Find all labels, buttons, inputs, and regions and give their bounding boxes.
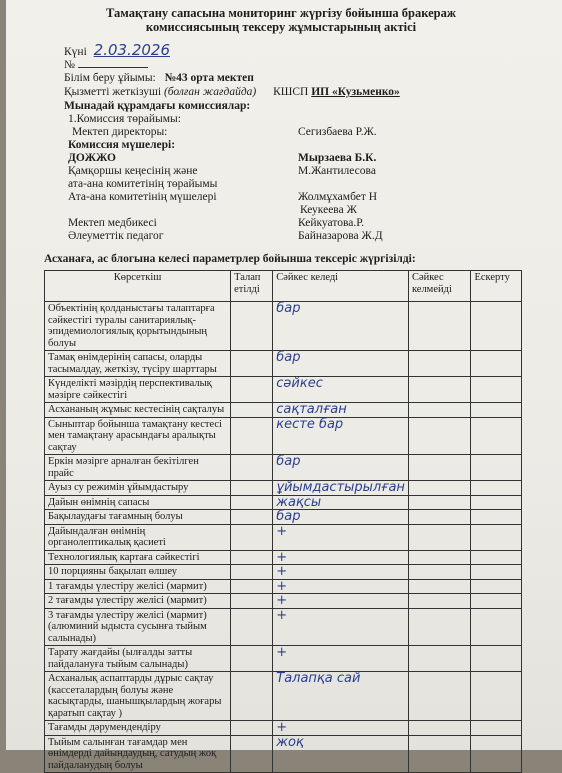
org-row <box>64 72 254 85</box>
date-value: 2.03.2026 <box>93 41 170 59</box>
row-mark: жақсы <box>273 495 409 510</box>
provider-value: ИП «Кузьменко» <box>311 86 400 98</box>
table-row <box>45 455 522 481</box>
table-row <box>45 351 522 377</box>
member-role: ата-ана комитетінің төрайымы <box>68 178 218 190</box>
table-row <box>45 403 522 418</box>
row-mark: + <box>273 608 409 646</box>
header-indicator: Көрсеткіш <box>45 271 231 302</box>
row-label: Объектінің қолданыстағы талаптарға сәйкестігі туралы санитариялық-эпидемиологиялық қорытындының болуы <box>45 302 231 351</box>
table-row <box>45 510 522 525</box>
doc-title-line1: Тамақтану сапасына мониторинг жүргізу бойынша бракераж <box>106 6 456 20</box>
row-label: Бақылаудағы тағамның болуы <box>45 510 231 525</box>
table-row <box>45 594 522 609</box>
table-header-row <box>45 271 522 302</box>
row-label: 1 тағамды үлестіру желісі (мармит) <box>45 579 231 594</box>
members-heading: Комиссия мүшелері: <box>68 139 176 151</box>
member-role: Әлеуметтік педагог <box>68 230 164 242</box>
row-label: Дайын өнімнің сапасы <box>45 495 231 510</box>
row-label: Асханалық аспаптарды дұрыс сақтау (кассеталардың болуы және касықтарды, шанышқылардың жоғары қаратып сақтау ) <box>45 672 231 721</box>
row-mark: бар <box>273 351 409 377</box>
number-label: № <box>64 59 75 71</box>
table-row <box>45 524 522 550</box>
row-mark: бар <box>273 455 409 481</box>
table-row <box>45 721 522 736</box>
row-label: Дайындалған өнімнің органолептикалық қасиеті <box>45 524 231 550</box>
inspection-table <box>44 270 522 773</box>
row-label: Технологиялық картаға сәйкестігі <box>45 550 231 565</box>
provider-row <box>64 86 400 99</box>
row-label: Тағамды дәрумендендіру <box>45 721 231 736</box>
date-label: Күні <box>64 46 87 58</box>
row-mark: ұйымдастырылған <box>273 481 409 496</box>
table-row <box>45 565 522 580</box>
provider-note: (болған жағдайда) <box>163 86 257 98</box>
row-label: 2 тағамды үлестіру желісі (мармит) <box>45 594 231 609</box>
member-name: Мырзаева Б.К. <box>298 152 377 164</box>
chair-role: Мектеп директоры: <box>72 126 168 138</box>
provider-label: Қызметті жеткізуші <box>64 86 162 98</box>
provider-prefix: КШСП <box>273 86 309 98</box>
org-label: Білім беру ұйымы: <box>64 72 156 84</box>
table-row <box>45 417 522 455</box>
member-role: Қамқоршы кеңесінің және <box>68 165 198 177</box>
member-role: Мектеп медбикесі <box>68 217 157 229</box>
table-row <box>45 608 522 646</box>
table-row <box>45 550 522 565</box>
member-name: Кеукеева Ж <box>300 204 357 216</box>
table-row <box>45 579 522 594</box>
row-mark: + <box>273 524 409 550</box>
row-mark: бар <box>273 302 409 351</box>
row-mark: + <box>273 594 409 609</box>
row-mark: + <box>273 579 409 594</box>
row-label: Ауыз су режимін ұйымдастыру <box>45 481 231 496</box>
table-row <box>45 646 522 672</box>
header-compliant: Сәйкес келеді <box>273 271 409 302</box>
header-note: Ескерту <box>471 271 522 302</box>
org-value: №43 орта мектеп <box>164 72 254 84</box>
row-mark: + <box>273 550 409 565</box>
header-required: Талап етілді <box>231 271 273 302</box>
row-mark: кесте бар <box>273 417 409 455</box>
row-label: 3 тағамды үлестіру желісі (мармит) (алюминий ыдыста сусынға тыйым салынады) <box>45 608 231 646</box>
chair-heading: 1.Комиссия төрайымы: <box>68 113 181 125</box>
inspection-intro: Асханаға, ас блогына келесі параметрлер бойынша тексеріс жүргізілді: <box>44 253 416 265</box>
row-label: Асхананың жұмыс кестесінің сақталуы <box>45 403 231 418</box>
chair-name: Сегизбаева Р.Ж. <box>298 126 377 138</box>
row-mark: + <box>273 646 409 672</box>
number-row <box>64 59 148 72</box>
row-label: Сыныптар бойынша тамақтану кестесі мен тамақтану арасындағы аралықты сақтау <box>45 417 231 455</box>
row-label: 10 порцияны бақылап өлшеу <box>45 565 231 580</box>
row-mark: сақталған <box>273 403 409 418</box>
member-name: М.Жантилесова <box>298 165 376 177</box>
row-mark: бар <box>273 510 409 525</box>
header-noncompliant: Сәйкес келмейді <box>408 271 471 302</box>
member-role: Ата-ана комитетінің мүшелері <box>68 191 217 203</box>
document-sheet <box>6 0 562 771</box>
table-row <box>45 481 522 496</box>
row-mark: жоқ <box>273 735 409 773</box>
date-row <box>64 41 170 59</box>
member-name: Байназарова Ж.Д <box>298 230 383 242</box>
doc-title-line2: комиссиясының тексеру жұмыстарының актісі <box>145 20 417 34</box>
row-mark: + <box>273 721 409 736</box>
row-mark: + <box>273 565 409 580</box>
composition-label: Мынадай құрамдағы комиссиялар: <box>64 100 251 112</box>
table-row <box>45 377 522 403</box>
row-label: Тарату жағдайы (ылғалды затты пайдалануға тыйым салынады) <box>45 646 231 672</box>
row-label: Күнделікті мәзірдің перспективалық мәзірге сәйкестігі <box>45 377 231 403</box>
number-blank <box>78 67 148 68</box>
member-role: ДОЖЖО <box>68 152 116 164</box>
table-row <box>45 302 522 351</box>
row-mark: Талапқа сай <box>273 672 409 721</box>
member-name: Жолмұхамбет Н <box>298 191 378 203</box>
row-label: Еркін мәзірге арналған бекітілген прайс <box>45 455 231 481</box>
table-row <box>45 735 522 773</box>
row-label: Тамақ өнімдерінің сапасы, оларды тасымалдау, жеткізу, түсіру шарттары <box>45 351 231 377</box>
table-row <box>45 672 522 721</box>
row-label: Тыйым салынған тағамдар мен өнімдерді дайындаудың, сатудың жоқ пайдаланудың болуы <box>45 735 231 773</box>
member-name: Кейкуатова.Р. <box>298 217 365 229</box>
row-mark: сәйкес <box>273 377 409 403</box>
table-row <box>45 495 522 510</box>
